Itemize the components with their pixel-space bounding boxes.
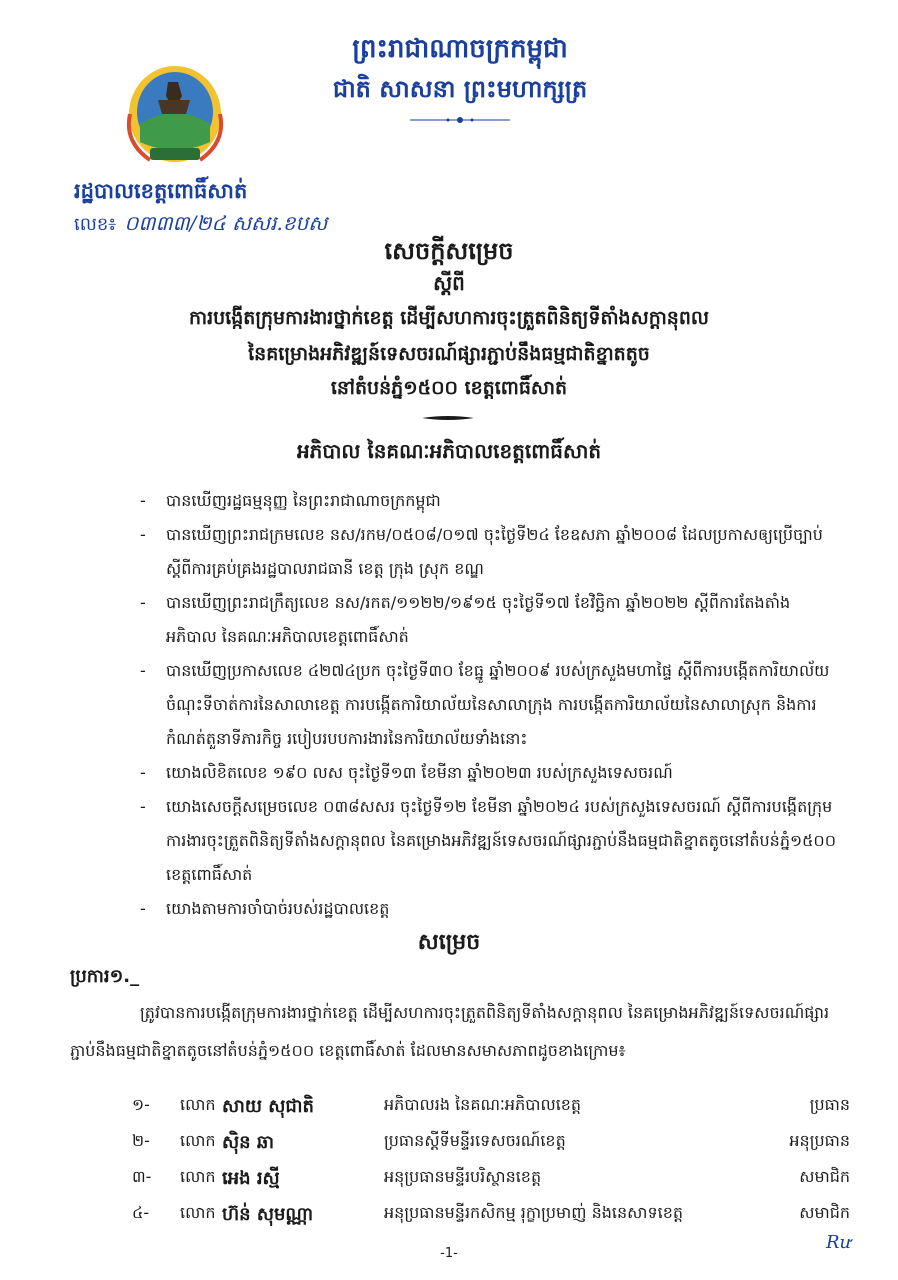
- member-title: លោក: [180, 1203, 216, 1222]
- header-ornament: [400, 114, 520, 126]
- member-number: ១-: [132, 1095, 150, 1114]
- member-position: អនុប្រធានមន្ទីរបរិស្ថានខេត្ត: [384, 1167, 542, 1186]
- handwritten-initials: Rư: [826, 1232, 852, 1253]
- reference-number: ០៣៣៣/២៤ សសរ.ខបស: [124, 211, 328, 235]
- clause-item: - បានឃើញព្រះរាជក្រមលេខ នស/រកម/០៥០៨/០១៧ ចុះថ្ងៃទី២៤ ខែឧសភា ឆ្នាំ២០០៨ ដែលប្រកាសឲ្យប្រើច្បាប់ស្តីពីការគ្រប់គ្រងរដ្ឋបាលរាជធានី ខេត្ត ក្រុង ស្រុក ខណ្ឌ: [140, 525, 823, 578]
- member-name: អេង រស្មី: [222, 1168, 280, 1189]
- title-divider: [418, 414, 478, 422]
- decide-heading: សម្រេច: [417, 930, 481, 955]
- clause-text: បានឃើញរដ្ឋធម្មនុញ្ញ នៃព្រះរាជាណាចក្រកម្ពុជា: [166, 491, 441, 510]
- clause-item: - បានឃើញរដ្ឋធម្មនុញ្ញ នៃព្រះរាជាណាចក្រកម្ពុជា: [140, 491, 441, 510]
- document-title: សេចក្តីសម្រេច: [384, 237, 514, 265]
- member-name: ហ៊ន់ សុមណ្ណា: [222, 1204, 314, 1225]
- regarding-label: ស្តីពី: [433, 271, 465, 295]
- member-title: លោក: [180, 1131, 216, 1150]
- clause-text: បានឃើញព្រះរាជក្រឹត្យលេខ នស/រកត/១១២២/១៩១៥ ចុះថ្ងៃទី១៧ ខែវិច្ឆិកា ឆ្នាំ២០២២ ស្តីពីការតែងតាំងអភិបាល នៃគណៈអភិបាលខេត្តពោធិ៍សាត់: [166, 593, 791, 646]
- clause-text: យោងលិខិតលេខ ១៩០ លស ចុះថ្ងៃទី១៣ ខែមីនា ឆ្នាំ២០២៣ របស់ក្រសួងទេសចរណ៍: [166, 763, 673, 782]
- kingdom-heading: ព្រះរាជាណាចក្រកម្ពុជា: [352, 34, 568, 64]
- page-number: -1-: [440, 1246, 458, 1261]
- clause-item: - យោងសេចក្តីសម្រេចលេខ ០៣៨សសរ ចុះថ្ងៃទី១២ ខែមីនា ឆ្នាំ២០២៤ របស់ក្រសួងទេសចរណ៍ ស្តីពីការបង្កើតក្រុមការងារចុះត្រួតពិនិត្យទីតាំងសក្តានុពល នៃគម្រោងអភិវឌ្ឍន៍ទេសចរណ៍ផ្សារភ្ជាប់នឹងធម្មជាតិខ្នាតតូចនៅតំបន់ភ្នំ១៥០០ ខេត្តពោធិ៍សាត់: [140, 797, 837, 884]
- member-number: ៣-: [132, 1167, 152, 1186]
- clause-text: បានឃើញព្រះរាជក្រមលេខ នស/រកម/០៥០៨/០១៧ ចុះថ្ងៃទី២៤ ខែឧសភា ឆ្នាំ២០០៨ ដែលប្រកាសឲ្យប្រើច្បាប់ស្តីពីការគ្រប់គ្រងរដ្ឋបាលរាជធានី ខេត្ត ក្រុង ស្រុក ខណ្ឌ: [166, 525, 823, 578]
- member-role: អនុប្រធាន: [789, 1131, 850, 1150]
- member-number: ២-: [132, 1131, 150, 1150]
- article-heading: ប្រការ១._: [70, 966, 140, 987]
- subject-line: នៅតំបន់ភ្នំ១៥០០ ខេត្តពោធិ៍សាត់: [330, 377, 568, 399]
- clause-item: - បានឃើញព្រះរាជក្រឹត្យលេខ នស/រកត/១១២២/១៩១៥ ចុះថ្ងៃទី១៧ ខែវិច្ឆិកា ឆ្នាំ២០២២ ស្តីពីការតែងតាំងអភិបាល នៃគណៈអភិបាលខេត្តពោធិ៍សាត់: [140, 593, 791, 646]
- issuing-authority: រដ្ឋបាលខេត្តពោធិ៍សាត់: [74, 179, 248, 203]
- subject-line: ការបង្កើតក្រុមការងារថ្នាក់ខេត្ត ដើម្បីសហការចុះត្រួតពិនិត្យទីតាំងសក្តានុពល: [188, 307, 710, 329]
- member-name: ស៊ិន ឆា: [222, 1132, 274, 1153]
- national-motto: ជាតិ សាសនា ព្រះមហាក្សត្រ: [332, 74, 588, 103]
- clause-item: - យោងលិខិតលេខ ១៩០ លស ចុះថ្ងៃទី១៣ ខែមីនា ឆ្នាំ២០២៣ របស់ក្រសួងទេសចរណ៍: [140, 763, 673, 782]
- provincial-logo-icon: [120, 62, 230, 168]
- member-position: អភិបាលរង នៃគណៈអភិបាលខេត្ត: [384, 1095, 582, 1114]
- reference-label: លេខ៖: [74, 214, 117, 235]
- member-role: សមាជិក: [799, 1167, 850, 1186]
- clause-item: - បានឃើញប្រកាសលេខ ៤២៧៤ប្រក ចុះថ្ងៃទី៣០ ខែធ្នូ ឆ្នាំ២០០៩ របស់ក្រសួងមហាផ្ទៃ ស្តីពីការបង្កើតការិយាល័យចំណុះទីចាត់ការនៃសាលាខេត្ត ការបង្កើតការិយាល័យនៃសាលាក្រុង ការបង្កើតការិយាល័យនៃសាលាស្រុក និងការកំណត់តួនាទីភារកិច្ច របៀបរបបការងារនៃការិយាល័យទាំងនោះ: [140, 661, 830, 748]
- governor-heading: អភិបាល នៃគណៈអភិបាលខេត្តពោធិ៍សាត់: [296, 439, 602, 463]
- member-title: លោក: [180, 1167, 216, 1186]
- member-row: [70, 1094, 850, 1130]
- members-list: [70, 1094, 850, 1238]
- member-row: [70, 1130, 850, 1166]
- subject-line: នៃគម្រោងអភិវឌ្ឍន៍ទេសចរណ៍ផ្សារភ្ជាប់នឹងធម្មជាតិខ្នាតតូច: [248, 343, 650, 365]
- member-role: ប្រធាន: [809, 1095, 850, 1114]
- clause-text: យោងសេចក្តីសម្រេចលេខ ០៣៨សសរ ចុះថ្ងៃទី១២ ខែមីនា ឆ្នាំ២០២៤ របស់ក្រសួងទេសចរណ៍ ស្តីពីការបង្កើតក្រុមការងារចុះត្រួតពិនិត្យទីតាំងសក្តានុពល នៃគម្រោងអភិវឌ្ឍន៍ទេសចរណ៍ផ្សារភ្ជាប់នឹងធម្មជាតិខ្នាតតូចនៅតំបន់ភ្នំ១៥០០ ខេត្តពោធិ៍សាត់: [166, 797, 837, 884]
- member-position: ប្រធានស្តីទីមន្ទីរទេសចរណ៍ខេត្ត: [384, 1131, 566, 1150]
- member-position: អនុប្រធានមន្ទីរកសិកម្ម រុក្ខាប្រមាញ់ និងនេសាទខេត្ត: [384, 1203, 683, 1222]
- clause-text: បានឃើញប្រកាសលេខ ៤២៧៤ប្រក ចុះថ្ងៃទី៣០ ខែធ្នូ ឆ្នាំ២០០៩ របស់ក្រសួងមហាផ្ទៃ ស្តីពីការបង្កើតការិយាល័យចំណុះទីចាត់ការនៃសាលាខេត្ត ការបង្កើតការិយាល័យនៃសាលាក្រុង ការបង្កើតការិយាល័យនៃសាលាស្រុក និងការកំណត់តួនាទីភារកិច្ច របៀបរបបការងារនៃការិយាល័យទាំងនោះ: [166, 661, 830, 748]
- member-role: សមាជិក: [799, 1203, 850, 1222]
- clause-text: យោងតាមការចាំបាច់របស់រដ្ឋបាលខេត្ត: [166, 899, 390, 918]
- clause-item: - យោងតាមការចាំបាច់របស់រដ្ឋបាលខេត្ត: [140, 899, 390, 918]
- member-name: សាយ សុជាតិ: [222, 1096, 314, 1117]
- preamble-clauses: [140, 484, 840, 926]
- member-row: [70, 1166, 850, 1202]
- article-text: ត្រូវបានការបង្កើតក្រុមការងារថ្នាក់ខេត្ត ដើម្បីសហការចុះត្រួតពិនិត្យទីតាំងសក្តានុពល នៃគម្រោងអភិវឌ្ឍន៍ទេសចរណ៍ផ្សារភ្ជាប់នឹងធម្មជាតិខ្នាតតូចនៅតំបន់ភ្នំ១៥០០ ខេត្តពោធិ៍សាត់ ដែលមានសមាសភាពដូចខាងក្រោម៖: [70, 1003, 830, 1060]
- member-number: ៤-: [132, 1203, 150, 1222]
- member-row: [70, 1202, 850, 1238]
- member-title: លោក: [180, 1095, 216, 1114]
